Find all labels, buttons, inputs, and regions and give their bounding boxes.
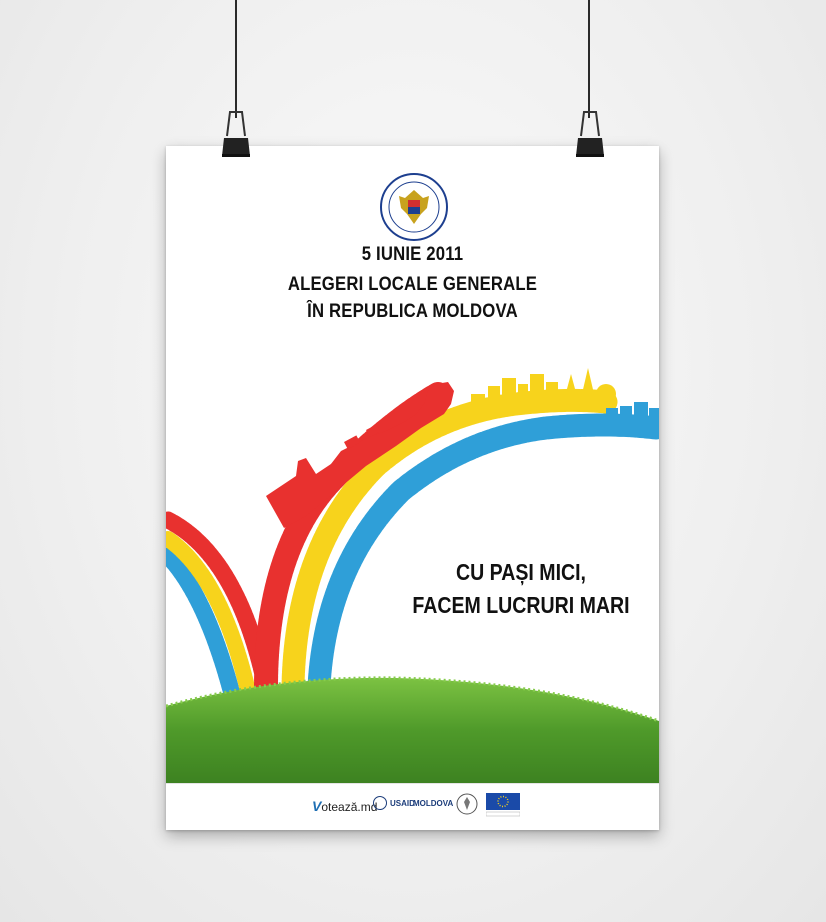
voteaza-logo <box>312 798 377 814</box>
poster-date: 5 IUNIE 2011 <box>361 244 464 265</box>
cec-seal-icon <box>379 172 449 242</box>
voteaza-v: V <box>312 798 322 814</box>
poster-title-line1: ALEGERI LOCALE GENERALE <box>287 274 538 295</box>
rainbow-main-yellow <box>293 400 606 686</box>
usaid-logo <box>373 796 415 810</box>
moldova-text: MOLDOVA <box>413 799 454 808</box>
hanging-wire-left <box>235 0 237 118</box>
usaid-text: USAID <box>390 798 415 808</box>
binder-clip-icon <box>572 108 608 158</box>
hanging-wire-right <box>588 0 590 118</box>
election-poster <box>166 146 659 830</box>
binder-clip-icon <box>218 108 254 158</box>
poster-title-line2: ÎN REPUBLICA MOLDOVA <box>307 301 518 322</box>
slogan-line1: CU PAȘI MICI, <box>456 559 586 585</box>
voteaza-text: otează.md <box>321 800 378 814</box>
slogan-line2: FACEM LUCRURI MARI <box>412 592 630 618</box>
cec-small-seal-icon <box>456 793 478 815</box>
council-of-europe-flag-icon <box>486 793 520 817</box>
sponsor-logo-bar <box>166 783 659 830</box>
usaid-logo-icon <box>373 796 387 810</box>
red-train-silhouette <box>266 382 454 528</box>
grass-hill <box>166 678 659 783</box>
